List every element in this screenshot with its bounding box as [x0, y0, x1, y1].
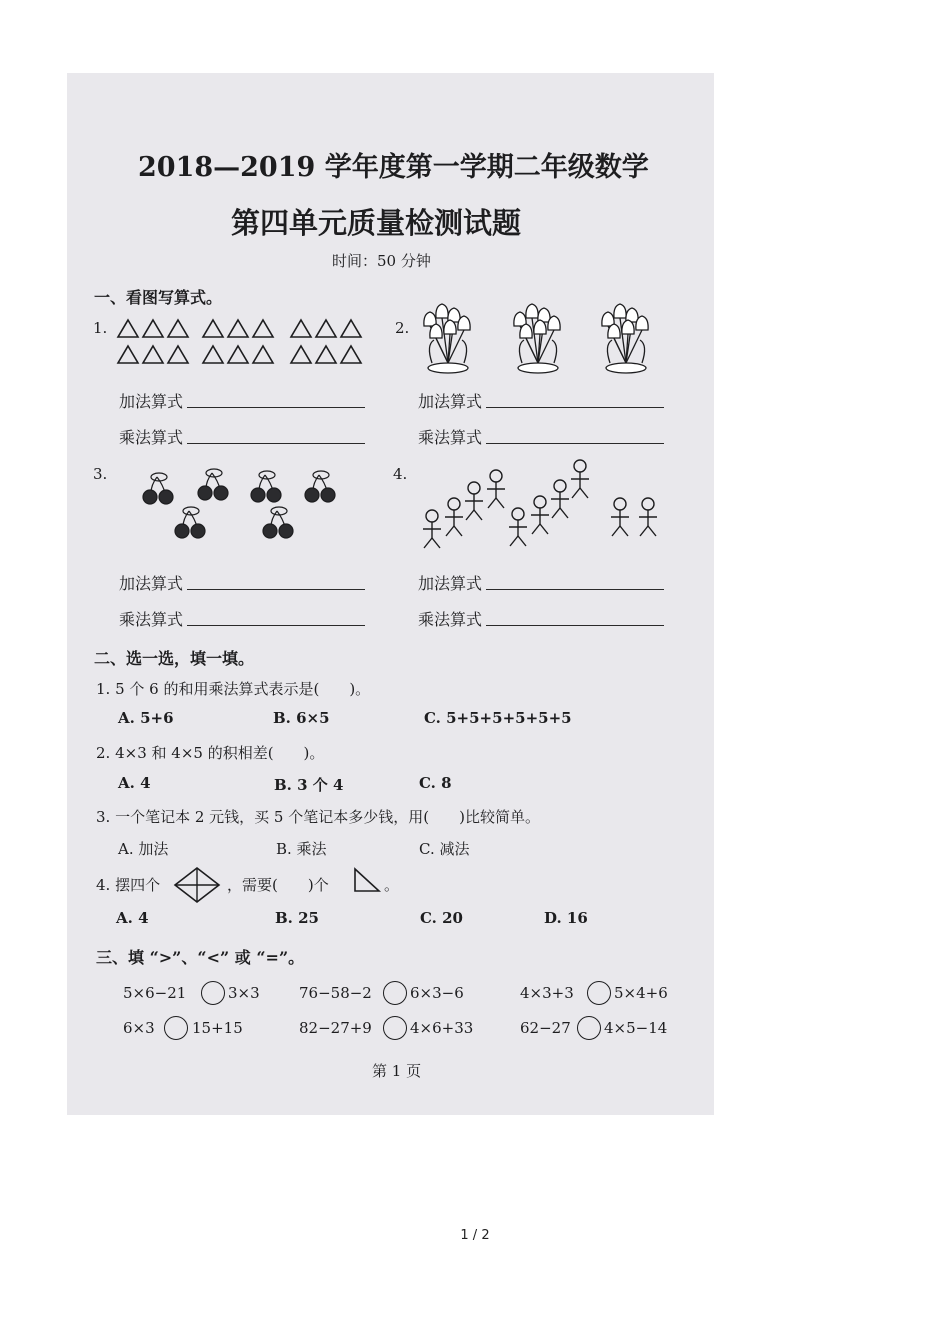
cmp-left: 4×3+3 — [520, 984, 574, 1002]
right-triangle-icon — [352, 866, 382, 894]
cmp-left: 82−27+9 — [299, 1019, 372, 1037]
cmp-right: 4×5−14 — [604, 1019, 668, 1037]
item2-add-label: 加法算式 — [418, 392, 483, 411]
compare-circle[interactable] — [201, 981, 225, 1005]
cherry-icon — [143, 473, 173, 504]
pdf-page-indicator: 1 / 2 — [460, 1228, 490, 1243]
cmp-left: 62−27 — [520, 1019, 571, 1037]
q1-text: 1. 5 个 6 的和用乘法算式表示是( )。 — [96, 680, 371, 698]
cherry-icon — [305, 471, 335, 502]
cmp-left: 76−58−2 — [299, 984, 372, 1002]
page-footer: 第 1 页 — [372, 1062, 422, 1080]
section2-heading: 二、选一选，填一填。 — [94, 649, 255, 668]
cmp-right: 15+15 — [192, 1019, 243, 1037]
q4-text-start: 4. 摆四个 — [96, 876, 161, 894]
exam-title-line2: 第四单元质量检测试题 — [231, 206, 522, 240]
q1-option-c[interactable]: C. 5+5+5+5+5+5 — [424, 709, 572, 727]
item3-mul-answer-line[interactable] — [187, 625, 365, 626]
q3-option-b[interactable]: B. 乘法 — [276, 840, 327, 858]
cmp-right: 3×3 — [228, 984, 260, 1002]
cherry-icon — [263, 507, 293, 538]
item4-mul-answer-line[interactable] — [486, 625, 664, 626]
item4-add-answer-line[interactable] — [486, 589, 664, 590]
q4-option-c[interactable]: C. 20 — [420, 909, 463, 927]
q4-option-a[interactable]: A. 4 — [116, 909, 149, 927]
cmp-right: 5×4+6 — [614, 984, 668, 1002]
item2-mul-label: 乘法算式 — [418, 428, 483, 447]
stick-figure-icon — [509, 508, 527, 546]
exam-title-line1: 2018—2019 学年度第一学期二年级数学 — [138, 152, 649, 183]
cherry-icon — [175, 507, 205, 538]
stick-figure-icon — [487, 470, 505, 508]
stick-figure-icon — [639, 498, 657, 536]
q2-option-b[interactable]: B. 3 个 4 — [274, 776, 344, 794]
q4-option-d[interactable]: D. 16 — [544, 909, 588, 927]
item1-add-label: 加法算式 — [119, 392, 184, 411]
item3-mul-label: 乘法算式 — [119, 610, 184, 629]
q1-option-b[interactable]: B. 6×5 — [273, 709, 330, 727]
q2-option-a[interactable]: A. 4 — [118, 774, 151, 792]
item4-add-label: 加法算式 — [418, 574, 483, 593]
item4-mul-label: 乘法算式 — [418, 610, 483, 629]
q4-text-middle: ，需要( )个 — [227, 876, 329, 894]
square-of-four-triangles-icon — [173, 866, 221, 904]
q3-option-a[interactable]: A. 加法 — [118, 840, 169, 858]
triangle-groups-icon — [118, 318, 368, 364]
item1-add-answer-line[interactable] — [187, 407, 365, 408]
q4-option-b[interactable]: B. 25 — [275, 909, 319, 927]
item2-add-answer-line[interactable] — [486, 407, 664, 408]
q1-option-a[interactable]: A. 5+6 — [118, 709, 174, 727]
stick-figure-icon — [423, 510, 441, 548]
compare-circle[interactable] — [383, 1016, 407, 1040]
flower-pot-icon — [602, 304, 648, 373]
item3-add-answer-line[interactable] — [187, 589, 365, 590]
compare-circle[interactable] — [164, 1016, 188, 1040]
item3-add-label: 加法算式 — [119, 574, 184, 593]
compare-circle[interactable] — [577, 1016, 601, 1040]
cherries-icon — [135, 465, 355, 550]
cmp-left: 6×3 — [123, 1019, 155, 1037]
flower-pot-icon — [514, 304, 560, 373]
item2-mul-answer-line[interactable] — [486, 443, 664, 444]
item4-number: 4. — [393, 465, 408, 483]
stick-figures-icon — [420, 458, 670, 558]
exam-time: 时间：50 分钟 — [332, 252, 431, 270]
stick-figure-icon — [465, 482, 483, 520]
stick-figure-icon — [531, 496, 549, 534]
stick-figure-icon — [571, 460, 589, 498]
q2-text: 2. 4×3 和 4×5 的积相差( )。 — [96, 744, 325, 762]
compare-circle[interactable] — [587, 981, 611, 1005]
q3-text: 3. 一个笔记本 2 元钱，买 5 个笔记本多少钱，用( )比较简单。 — [96, 808, 540, 826]
stick-figure-icon — [611, 498, 629, 536]
stick-figure-icon — [551, 480, 569, 518]
compare-circle[interactable] — [383, 981, 407, 1005]
item1-mul-label: 乘法算式 — [119, 428, 184, 447]
section3-heading: 三、填 “>”、“<” 或 “=”。 — [96, 948, 305, 967]
item2-number: 2. — [395, 319, 410, 337]
q3-option-c[interactable]: C. 减法 — [419, 840, 470, 858]
cmp-right: 4×6+33 — [410, 1019, 474, 1037]
cherry-icon — [251, 471, 281, 502]
flower-pot-icon — [424, 304, 470, 373]
q4-text-end: 。 — [384, 876, 400, 894]
q2-option-c[interactable]: C. 8 — [419, 774, 452, 792]
item1-mul-answer-line[interactable] — [187, 443, 365, 444]
flower-pots-icon — [420, 300, 660, 380]
item3-number: 3. — [93, 465, 108, 483]
cherry-icon — [198, 469, 228, 500]
cmp-right: 6×3−6 — [410, 984, 464, 1002]
stick-figure-icon — [445, 498, 463, 536]
section1-heading: 一、看图写算式。 — [94, 288, 223, 307]
item1-number: 1. — [93, 319, 108, 337]
cmp-left: 5×6−21 — [123, 984, 187, 1002]
